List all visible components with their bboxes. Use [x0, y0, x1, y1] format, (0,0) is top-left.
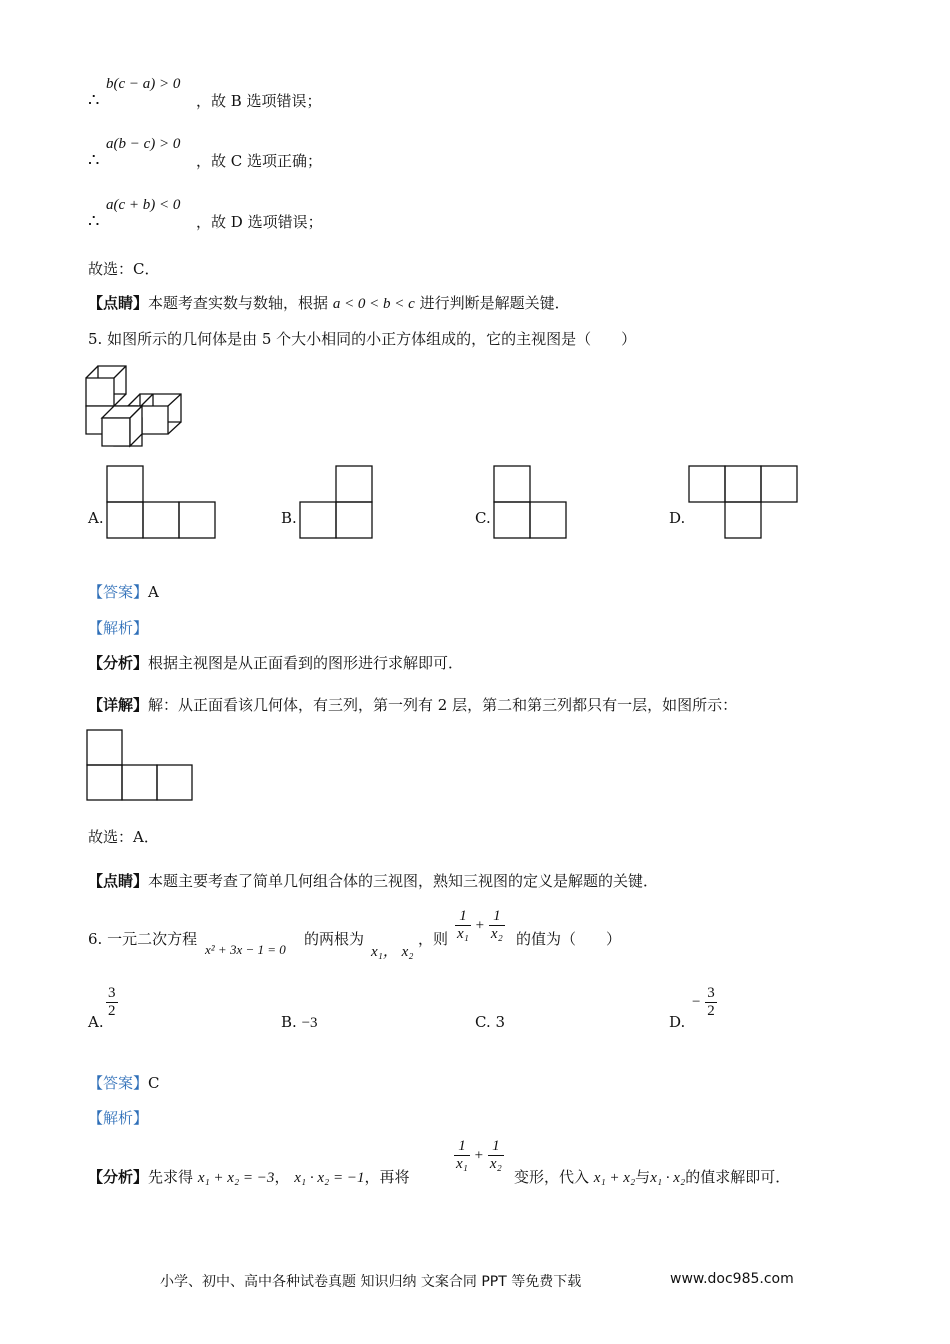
q6-option-d-label: D.	[669, 1013, 686, 1031]
fenxi-mid: ，再将	[364, 1168, 410, 1186]
q6-option-d-value: − $\frac{3}{2}$	[692, 985, 715, 1019]
q6-fraction-sum: $\frac{1}{\text{x₁}}$ + $\frac{1}{\text{x₂}}$	[457, 908, 503, 942]
dianjing-text: 本题主要考查了简单几何组合体的三视图，熟知三视图的定义是解题的关键．	[148, 872, 659, 890]
xiangjie-text: 解：从正面看该几何体，有三列，第一列有 2 层，第二和第三列都只有一层，如图所示：	[148, 696, 738, 714]
q6-fenxi-fraction: $\frac{1}{\text{x₁}}$ + $\frac{1}{\text{x₂}}$	[456, 1138, 502, 1172]
q5-option-d-label: D.	[669, 509, 686, 527]
dianjing-tag: 【点睛】	[88, 294, 149, 312]
q6-option-a-value: $\frac{3}{2}$	[108, 985, 116, 1019]
cube-solid-figure	[86, 366, 186, 448]
dianjing-paragraph	[88, 292, 570, 313]
line-text: ，故 D 选项错误；	[196, 213, 323, 231]
option-label: C.	[475, 1013, 491, 1031]
q6-roots: x₁， x₂	[371, 944, 414, 960]
option-value: 3	[495, 1013, 506, 1031]
q6-answer	[88, 1072, 160, 1093]
sum-expression: x₁ + x₂ = −3	[197, 1170, 275, 1186]
option-value: −3	[301, 1015, 318, 1031]
q6-option-b	[281, 1013, 318, 1032]
inequality-c: a(b − c) > 0	[106, 136, 181, 152]
q5-answer	[88, 581, 159, 602]
therefore-symbol: ∴	[88, 150, 100, 171]
q6-stem-then: ，则	[418, 930, 449, 948]
line-text: ，故 B 选项错误；	[196, 92, 322, 110]
q5-option-b-label: B.	[281, 509, 297, 527]
q5-xiangjie	[88, 694, 737, 715]
q6-stem-post: 的值为（ ）	[516, 930, 622, 948]
fenxi-pre: 先求得	[148, 1168, 194, 1186]
q5-dianjing	[88, 870, 658, 891]
option-b-figure	[300, 466, 372, 538]
xiangjie-tag: 【详解】	[88, 696, 149, 714]
q5-option-a-label: A.	[88, 509, 104, 527]
q6-equation: x² + 3x − 1 = 0	[205, 942, 286, 957]
front-view-figure	[87, 730, 193, 800]
fenxi-text: 根据主视图是从正面看到的图形进行求解即可．	[148, 654, 464, 672]
option-label: B.	[281, 1013, 297, 1031]
fenxi-tag: 【分析】	[88, 1168, 149, 1186]
answer-tag: 【答案】	[88, 583, 149, 601]
sum-short: x₁ + x₂	[593, 1170, 636, 1186]
inequality-chain: a < 0 < b < c	[332, 296, 415, 312]
answer-value: A	[148, 583, 159, 601]
q6-stem-pre: 6. 一元二次方程	[88, 930, 198, 948]
option-c-figure	[494, 466, 566, 538]
q5-select: 故选：A．	[88, 828, 159, 846]
fenxi-tag: 【分析】	[88, 654, 149, 672]
q5-jiexi-tag: 【解析】	[88, 619, 149, 637]
answer-value: C	[148, 1074, 160, 1092]
option-d-figure	[689, 466, 797, 538]
footer-url[interactable]: www.doc985.com	[670, 1271, 794, 1287]
q6-fenxi-tail	[514, 1166, 790, 1187]
q5-stem: 5. 如图所示的几何体是由 5 个大小相同的小正方体组成的，它的主视图是（ ）	[88, 330, 637, 348]
dianjing-text: 本题考查实数与数轴，根据	[148, 294, 329, 312]
q6-option-a-label: A.	[88, 1013, 104, 1031]
dianjing-text-post: 进行判断是解题关键．	[419, 294, 570, 312]
fenxi-post: 的值求解即可．	[685, 1168, 791, 1186]
dianjing-tag: 【点睛】	[88, 872, 149, 890]
inequality-d: a(c + b) < 0	[106, 197, 181, 213]
fenxi-and: 与	[635, 1168, 651, 1186]
product-expression: x₁ · x₂ = −1	[294, 1170, 365, 1186]
select-line: 故选：C．	[88, 260, 160, 278]
answer-tag: 【答案】	[88, 1074, 149, 1092]
product-short: x₁ · x₂	[650, 1170, 686, 1186]
q5-option-c-label: C.	[475, 509, 491, 527]
q6-fenxi: 【分析】先求得 x₁ + x₂ = −3， x₁ · x₂ = −1，再将	[88, 1168, 410, 1186]
q5-fenxi	[88, 652, 463, 673]
fenxi-mid2: 变形，代入	[514, 1168, 590, 1186]
q6-jiexi-tag: 【解析】	[88, 1109, 149, 1127]
line-text: ，故 C 选项正确；	[196, 152, 323, 170]
footer-text: 小学、初中、高中各种试卷真题 知识归纳 文案合同 PPT 等免费下载	[160, 1274, 582, 1290]
therefore-symbol: ∴	[88, 211, 100, 232]
therefore-symbol: ∴	[88, 90, 100, 111]
q6-stem-mid: 的两根为	[304, 930, 365, 948]
option-a-figure	[107, 466, 215, 538]
q6-option-c	[475, 1013, 505, 1031]
inequality-b: b(c − a) > 0	[106, 76, 181, 92]
